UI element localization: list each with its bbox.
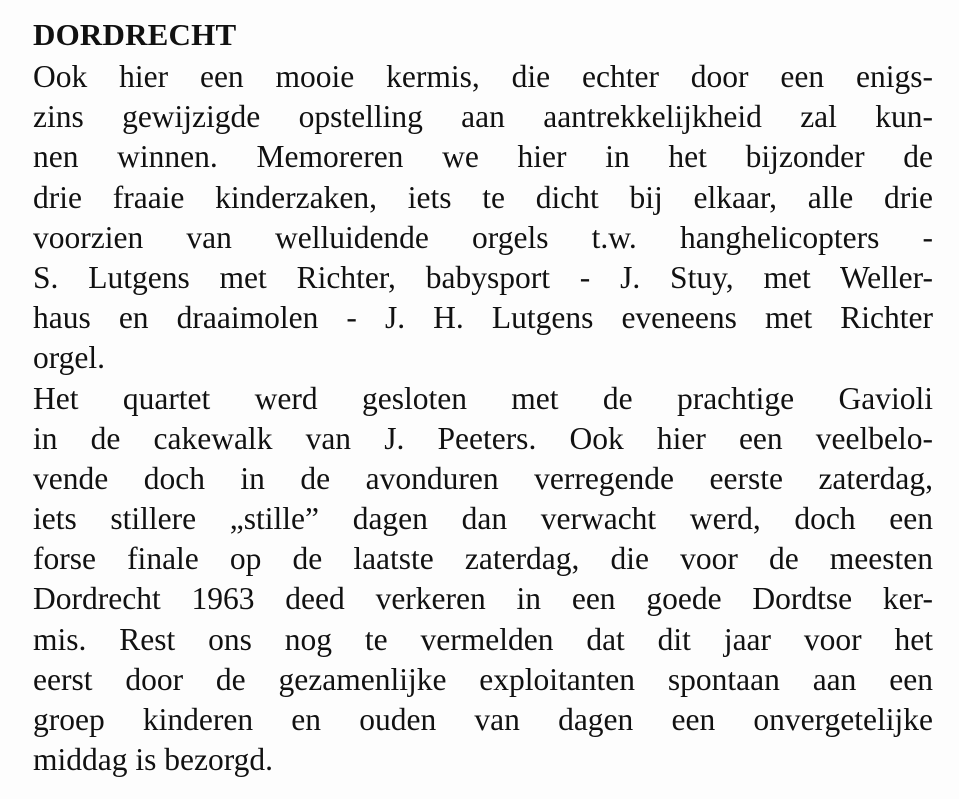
article-body: [33, 57, 933, 780]
text-line: haus en draaimolen - J. H. Lutgens eveneens met Richter: [33, 300, 933, 336]
text-line: in de cakewalk van J. Peeters. Ook hier een veelbelo-: [33, 420, 933, 456]
article-heading: DORDRECHT: [33, 17, 237, 52]
text-line: eerst door de gezamenlijke exploitanten spontaan aan een: [33, 661, 933, 697]
text-line: middag is bezorgd.: [33, 742, 274, 778]
text-line: nen winnen. Memoreren we hier in het bijzonder de: [33, 139, 933, 175]
text-line: Het quartet werd gesloten met de prachtige Gavioli: [33, 380, 933, 416]
text-line: zins gewijzigde opstelling aan aantrekkelijkheid zal kun-: [33, 99, 933, 135]
text-line: vende doch in de avonduren verregende eerste zaterdag,: [33, 460, 933, 496]
text-line: groep kinderen en ouden van dagen een onvergetelijke: [33, 702, 933, 737]
text-line: mis. Rest ons nog te vermelden dat dit jaar voor het: [33, 621, 933, 657]
text-line: iets stillere „stille” dagen dan verwacht werd, doch een: [33, 501, 933, 537]
text-line: S. Lutgens met Richter, babysport - J. Stuy, met Weller-: [33, 259, 933, 295]
text-line: forse finale op de laatste zaterdag, die voor de meesten: [33, 541, 933, 577]
text-line: orgel.: [33, 340, 106, 376]
text-line: Ook hier een mooie kermis, die echter door een enigs-: [33, 59, 933, 94]
text-line: drie fraaie kinderzaken, iets te dicht bij elkaar, alle drie: [33, 179, 933, 215]
text-line: Dordrecht 1963 deed verkeren in een goede Dordtse ker-: [33, 581, 933, 617]
text-line: voorzien van welluidende orgels t.w. hanghelicopters -: [33, 219, 933, 255]
